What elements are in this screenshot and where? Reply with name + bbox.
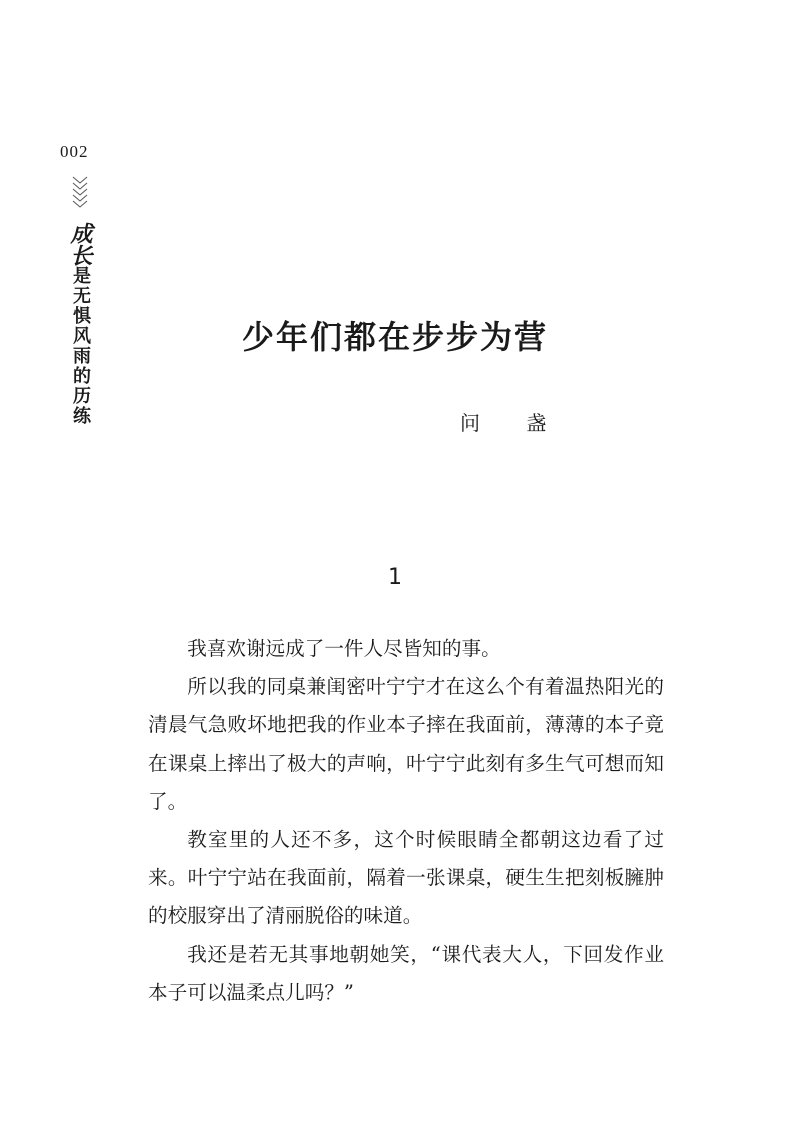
paragraph: 我还是若无其事地朝她笑，“课代表大人，下回发作业本子可以温柔点儿吗？” <box>148 942 664 1004</box>
chapter-title: 少年们都在步步为营 <box>241 318 548 356</box>
section-number: 1 <box>388 565 402 590</box>
paragraph: 教室里的人还不多，这个时候眼睛全都朝这边看了过来。叶宁宁站在我面前，隔着一张课桌，硬生生把刻板臃肿的校服穿出了清丽脱俗的味道。 <box>148 828 664 928</box>
page-number: 002 <box>60 142 89 161</box>
author-name: 问 盏 <box>460 411 567 435</box>
paragraph: 我喜欢谢远成了一件人尽皆知的事。 <box>187 637 501 660</box>
book-title-main: 成长 <box>67 222 93 266</box>
book-title-sub: 是无惧风雨的历练 <box>70 266 91 426</box>
chevron-down-icon <box>70 175 90 209</box>
body-text <box>148 630 664 1012</box>
paragraph: 所以我的同桌兼闺密叶宁宁才在这么个有着温热阳光的清晨气急败坏地把我的作业本子摔在我面前，薄薄的本子竟在课桌上摔出了极大的声响，叶宁宁此刻有多生气可想而知了。 <box>148 675 664 813</box>
